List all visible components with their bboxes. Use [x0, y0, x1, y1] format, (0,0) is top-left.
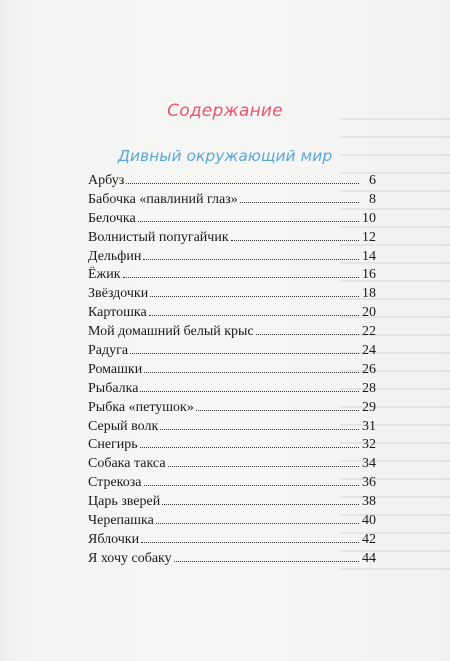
toc-entry-page: 16	[362, 267, 376, 283]
toc-entry[interactable]	[88, 210, 376, 229]
toc-entry-title: Ромашки	[88, 361, 143, 377]
toc-leader-dots	[143, 259, 359, 260]
toc-entry-title: Я хочу собаку	[88, 550, 172, 566]
toc-entry-page: 18	[362, 286, 376, 302]
toc-entry-page: 12	[362, 229, 376, 245]
toc-entry[interactable]	[88, 323, 376, 342]
section-heading: Дивный окружающий мир	[117, 147, 333, 165]
toc-entry[interactable]	[88, 229, 376, 248]
toc-leader-dots	[256, 334, 359, 335]
toc-entry-page: 22	[362, 324, 376, 340]
toc-entry-title: Рыбка «петушок»	[88, 399, 194, 415]
toc-entry[interactable]	[88, 418, 376, 437]
toc-entry-title: Снегирь	[88, 437, 138, 453]
toc-leader-dots	[160, 429, 359, 430]
toc-leader-dots	[140, 447, 359, 448]
toc-leader-dots	[149, 315, 359, 316]
toc-entry[interactable]	[88, 342, 376, 361]
toc-entry[interactable]	[88, 512, 376, 531]
toc-entry[interactable]	[88, 285, 376, 304]
toc-entry[interactable]	[88, 493, 376, 512]
toc-leader-dots	[168, 466, 359, 467]
toc-entry-title: Рыбалка	[88, 380, 139, 396]
toc-entry-page: 24	[362, 343, 376, 359]
toc-entry[interactable]	[88, 304, 376, 323]
toc-entry-title: Яблочки	[88, 531, 140, 547]
toc-entry[interactable]	[88, 172, 376, 191]
toc-entry-page: 26	[362, 361, 376, 377]
toc-entry[interactable]	[88, 248, 376, 267]
toc-entry-title: Стрекоза	[88, 475, 142, 491]
toc-entry-page: 34	[362, 456, 376, 472]
toc-entry[interactable]	[88, 550, 376, 569]
toc-entry[interactable]	[88, 436, 376, 455]
toc-entry-page: 14	[362, 248, 376, 264]
toc-leader-dots	[156, 523, 359, 524]
toc-leader-dots	[144, 372, 359, 373]
toc-entry[interactable]	[88, 191, 376, 210]
toc-entry-page: 6	[369, 173, 376, 188]
toc-leader-dots	[123, 277, 359, 278]
toc-leader-dots	[141, 542, 359, 543]
toc-leader-dots	[240, 202, 359, 203]
toc-entry-title: Серый волк	[88, 418, 159, 434]
toc-entry-title: Звёздочки	[88, 286, 149, 302]
toc-entry-page: 20	[362, 305, 376, 321]
toc-entry-title: Арбуз	[88, 173, 125, 188]
toc-entry-page: 10	[362, 210, 376, 226]
toc-leader-dots	[144, 485, 360, 486]
toc-entry-title: Бабочка «павлиний глаз»	[88, 191, 238, 207]
toc-leader-dots	[150, 296, 359, 297]
toc-entry-page: 40	[362, 513, 376, 529]
toc-entry-title: Царь зверей	[88, 494, 161, 510]
toc-leader-dots	[126, 183, 359, 184]
toc-entry[interactable]	[88, 399, 376, 418]
toc-entry-page: 29	[362, 399, 376, 415]
toc-entry-title: Ёжик	[88, 267, 121, 283]
table-of-contents	[88, 172, 376, 569]
toc-entry-page: 42	[362, 531, 376, 547]
toc-entry-title: Волнистый попугайчик	[88, 229, 229, 245]
toc-leader-dots	[130, 353, 359, 354]
contents-heading: Содержание	[167, 101, 283, 121]
toc-leader-dots	[231, 240, 359, 241]
toc-leader-dots	[140, 391, 359, 392]
toc-entry-page: 8	[369, 191, 376, 207]
toc-leader-dots	[196, 410, 359, 411]
toc-entry-page: 38	[362, 494, 376, 510]
toc-entry-page: 28	[362, 380, 376, 396]
toc-leader-dots	[174, 561, 359, 562]
toc-entry[interactable]	[88, 380, 376, 399]
toc-entry-page: 31	[362, 418, 376, 434]
toc-entry-title: Дельфин	[88, 248, 142, 264]
toc-entry-title: Мой домашний белый крыс	[88, 324, 254, 340]
toc-entry[interactable]	[88, 531, 376, 550]
toc-entry[interactable]	[88, 455, 376, 474]
toc-entry-title: Картошка	[88, 305, 147, 321]
toc-entry[interactable]	[88, 474, 376, 493]
toc-entry-page: 36	[362, 475, 376, 491]
toc-entry[interactable]	[88, 361, 376, 380]
toc-entry-page: 32	[362, 437, 376, 453]
toc-entry[interactable]	[88, 266, 376, 285]
toc-entry-title: Белочка	[88, 210, 136, 226]
toc-entry-page: 44	[362, 550, 376, 566]
toc-leader-dots	[138, 221, 359, 222]
toc-entry-title: Черепашка	[88, 513, 154, 529]
toc-entry-title: Собака такса	[88, 456, 166, 472]
toc-entry-title: Радуга	[88, 343, 129, 359]
toc-leader-dots	[162, 504, 359, 505]
